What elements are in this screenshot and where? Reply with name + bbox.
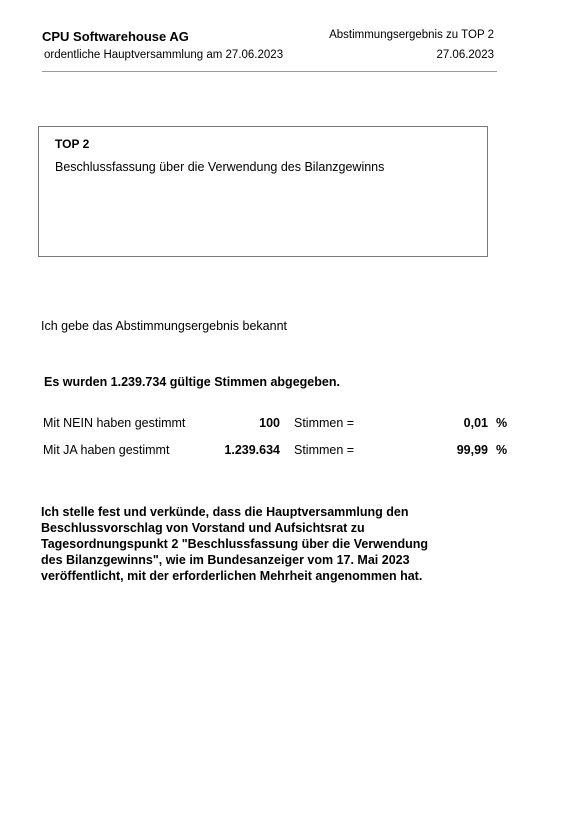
conclusion-line: veröffentlicht, mit der erforderlichen Mehrheit angenommen hat.: [41, 569, 423, 583]
result-yes-unit: Stimmen =: [294, 443, 355, 457]
conclusion-line: des Bilanzgewinns", wie im Bundesanzeiger vom 17. Mai 2023: [41, 553, 410, 567]
result-no-percent-sign: %: [496, 416, 508, 430]
conclusion-line: Ich stelle fest und verkünde, dass die Hauptversammlung den: [41, 505, 409, 519]
result-yes-percent: 99,99: [456, 443, 488, 457]
company-name: CPU Softwarehouse AG: [42, 29, 189, 44]
valid-votes-text: Es wurden 1.239.734 gültige Stimmen abgegeben.: [44, 375, 340, 389]
header-divider: [42, 71, 497, 72]
agenda-item-number: TOP 2: [55, 137, 90, 151]
conclusion-line: Beschlussvorschlag von Vorstand und Aufsichtsrat zu: [41, 521, 365, 535]
document-date: 27.06.2023: [436, 49, 494, 61]
agenda-item-box: [38, 126, 488, 257]
result-yes-count: 1.239.634: [224, 443, 280, 457]
result-no-percent: 0,01: [463, 416, 488, 430]
meeting-subtitle: ordentliche Hauptversammlung am 27.06.2023: [44, 49, 284, 61]
agenda-item-text: Beschlussfassung über die Verwendung des Bilanzgewinns: [55, 160, 385, 174]
conclusion-paragraph: [41, 504, 481, 584]
result-no-unit: Stimmen =: [294, 416, 355, 430]
result-no-count: 100: [259, 416, 280, 430]
document-title: Abstimmungsergebnis zu TOP 2: [329, 29, 494, 41]
result-yes-label: Mit JA haben gestimmt: [43, 443, 170, 457]
result-yes-percent-sign: %: [496, 443, 508, 457]
result-no-label: Mit NEIN haben gestimmt: [43, 416, 186, 430]
conclusion-line: Tagesordnungspunkt 2 "Beschlussfassung über die Verwendung: [41, 537, 429, 551]
announcement-text: Ich gebe das Abstimmungsergebnis bekannt: [41, 319, 287, 333]
